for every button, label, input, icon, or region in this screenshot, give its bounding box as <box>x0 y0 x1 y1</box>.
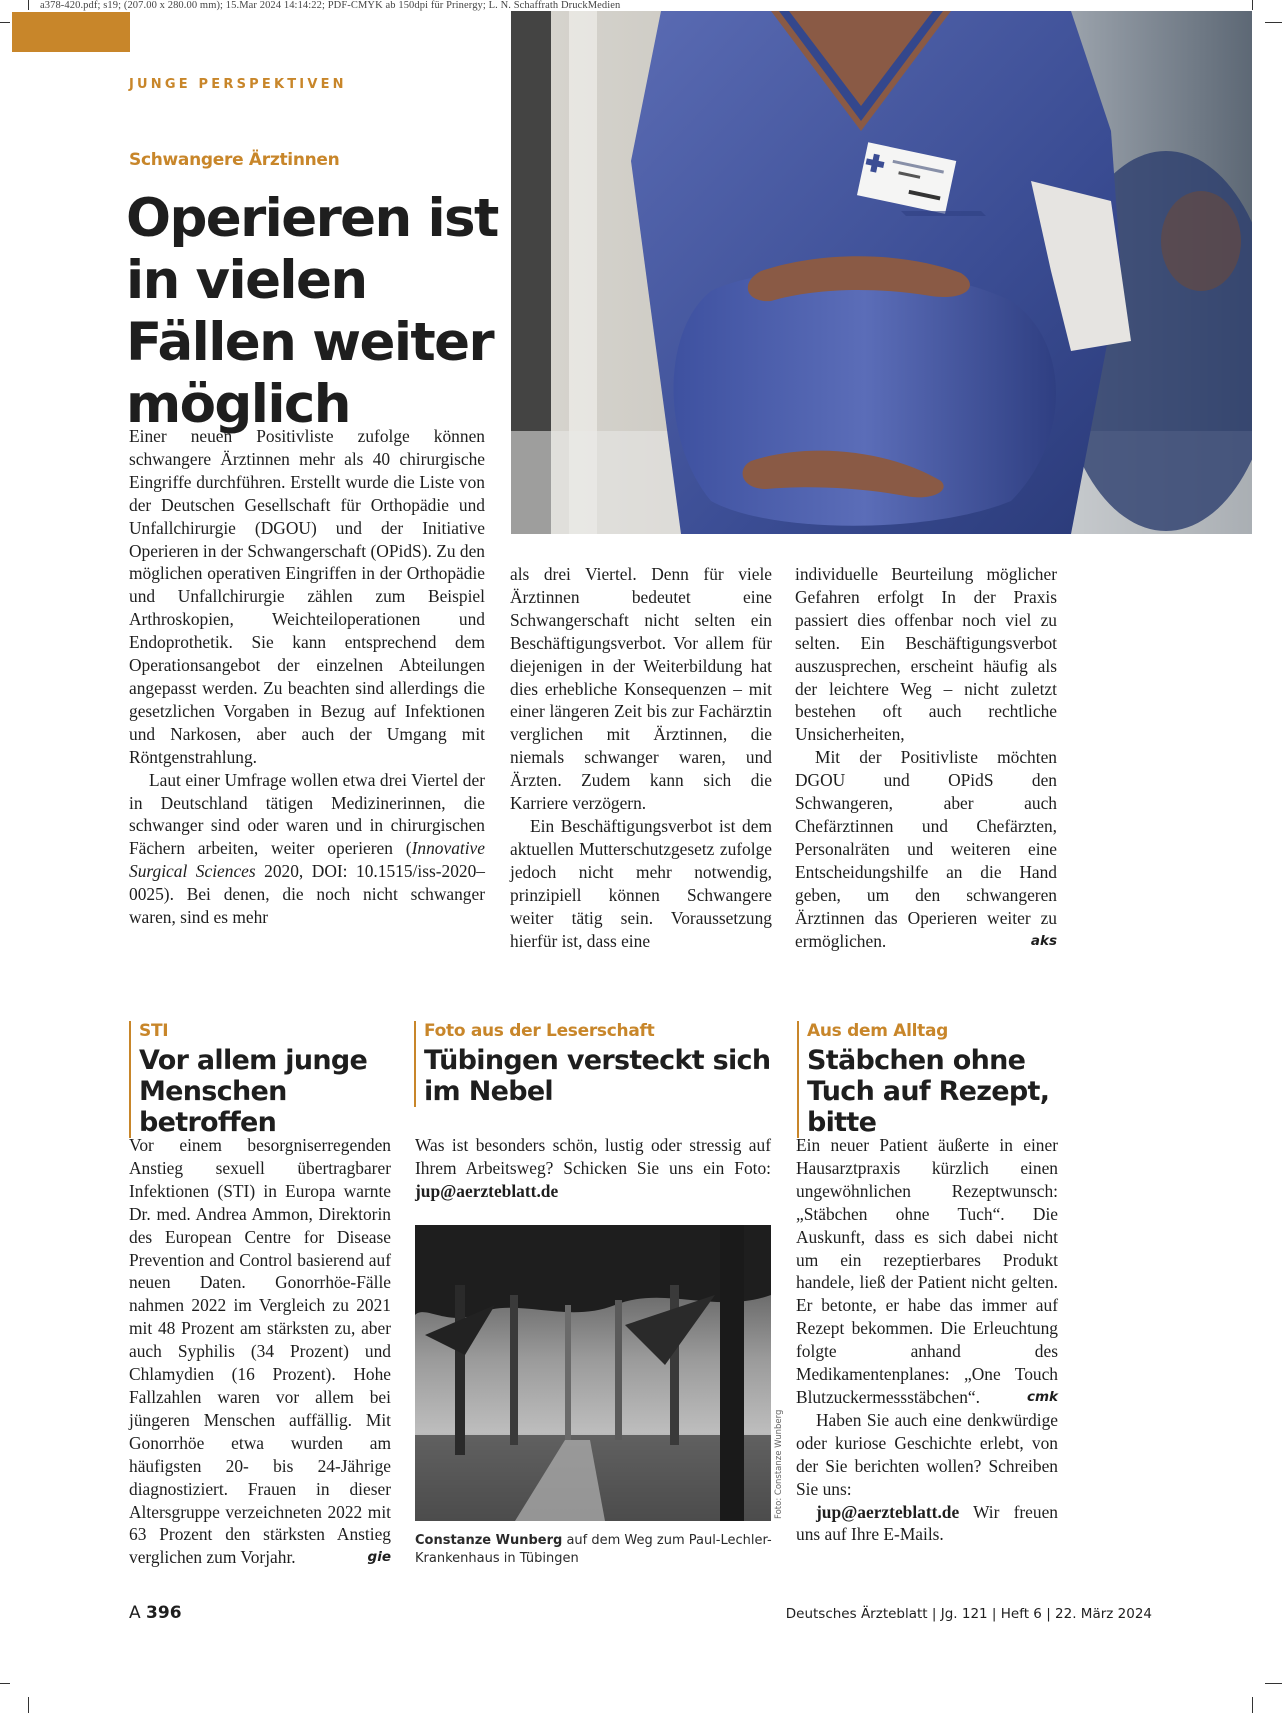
text-segment: Wir freuen uns auf Ihre E-Mails. <box>796 1501 1058 1545</box>
text-segment: Laut einer Umfrage wollen etwa drei Viertel der in Deutschland tätigen Medizinerinnen, die schwanger sind oder waren und in chirurgischen Fächern arbeiten, weiter operieren ( <box>129 769 485 859</box>
paragraph <box>415 1134 771 1203</box>
author-signature: cmk <box>1026 1388 1058 1405</box>
photo-caption <box>415 1532 775 1568</box>
paragraph <box>796 1501 1058 1547</box>
alltag-kicker: Aus dem Alltag <box>807 1021 949 1041</box>
author-signature: aks <box>1030 932 1057 949</box>
caption-name: Constanze Wunberg <box>415 1533 563 1548</box>
paragraph: Einer neuen Positivliste zufolge können schwangere Ärztinnen mehr als 40 chirurgische Eingriffe durchführen. Erstellt wurde die Liste von der Deutschen Gesellschaft für Orthopädie und Unfallchirurgie (DGOU) und der Initiative Operieren in der Schwangerschaft (OPidS). Zu den möglichen operativen Eingriffen in der Orthopädie und Unfallchirurgie zählen zum Beispiel Arthroskopien, Weichteiloperationen und Endoprothetik. Sie kann entsprechend dem Operationsangebot der einzelnen Abteilungen angepasst werden. Zu beachten sind allerdings die gesetzlichen Vorgaben in Bezug auf Infektionen und Narkosen, aber auch der Umgang mit Röntgenstrahlung. <box>129 426 485 767</box>
crop-mark <box>1265 1683 1282 1684</box>
email-link[interactable]: jup@aerzteblatt.de <box>816 1501 960 1522</box>
sti-header <box>129 1021 401 1138</box>
sti-title: Vor allem junge Menschen betroffen <box>139 1045 368 1138</box>
reader-photo-kicker: Foto aus der Leserschaft <box>424 1021 655 1041</box>
journal-info: Deutsches Ärzteblatt | Jg. 121 | Heft 6 | 22. März 2024 <box>785 1606 1152 1622</box>
paragraph <box>796 1134 1058 1409</box>
citation-journal: Innovative Surgical Sciences <box>129 838 485 882</box>
text-segment: Was ist besonders schön, lustig oder stressig auf Ihrem Arbeitsweg? Schicken Sie uns ein Foto: <box>415 1135 771 1178</box>
paragraph: Ein Beschäftigungsverbot ist dem aktuellen Mutterschutzgesetz zufolge jedoch nicht mehr notwendig, prinzipiell können Schwangere weiter tätig sein. Voraussetzung hierfür ist, dass eine <box>510 815 772 951</box>
article-headline: Operieren ist in vielen Fällen weiter möglich <box>126 188 498 435</box>
crop-mark <box>1252 1697 1253 1713</box>
page-prefix: A <box>129 1603 141 1623</box>
paragraph <box>129 1134 391 1569</box>
article-column-1 <box>129 425 485 929</box>
section-color-tab <box>12 12 130 52</box>
reader-photo-header <box>414 1021 774 1107</box>
sti-kicker: STI <box>139 1021 169 1041</box>
article-column-2 <box>510 563 772 952</box>
pregnant-doctor-illustration <box>511 11 1252 534</box>
text-segment: Ein neuer Patient äußerte in einer Hausarztpraxis kürzlich einen ungewöhnlichen Rezeptwunsch: „Stäbchen ohne Tuch“. Die Auskunft, dass es sich dabei nicht um ein rezeptierbares Produkt handele, ließ der Patient nicht gelten. Er betonte, er habe das immer auf Rezept bekommen. Die Erleuchtung folgte anhand des Medikamentenplanes: „One Touch Blutzuckermessstäbchen“. <box>796 1135 1058 1407</box>
text-segment: Mit der Positivliste möchten DGOU und OPidS den Schwangeren, aber auch Chefärztinnen und Chefärzten, Personalräten und weiteren eine Entscheidungshilfe an die Hand geben, um den schwangeren Ärztinnen das Operieren weiter zu ermöglichen. <box>795 747 1057 951</box>
crop-mark <box>1265 22 1282 23</box>
reader-photo-title: Tübingen versteckt sich im Nebel <box>424 1045 771 1107</box>
crop-mark <box>28 1697 29 1713</box>
paragraph <box>129 769 485 929</box>
paragraph <box>795 746 1057 952</box>
reader-photo-intro <box>415 1134 771 1203</box>
section-label: JUNGE PERSPEKTIVEN <box>129 77 347 92</box>
sti-body <box>129 1134 391 1569</box>
email-link[interactable]: jup@aerzteblatt.de <box>415 1180 559 1201</box>
crop-mark <box>0 22 10 23</box>
alltag-header <box>797 1021 1069 1138</box>
crop-mark <box>1252 0 1253 10</box>
print-info: a378-420.pdf; s19; (207.00 x 280.00 mm); 15.Mar 2024 14:14:22; PDF-CMYK ab 150dpi für Prinergy; L. N. Schaffrath DruckMedien <box>40 0 621 11</box>
page-number-value: 396 <box>146 1603 182 1623</box>
paragraph: als drei Viertel. Denn für viele Ärztinnen bedeutet eine Schwangerschaft nicht selten ein Beschäftigungsverbot. Vor allem für diejenigen in der Weiterbildung hat dies erhebliche Konsequenzen – mit einer längeren Zeit bis zur Fachärztin verglichen mit Ärztinnen, die niemals schwanger waren, und Ärzten. Zudem kann sich die Karriere verzögern. <box>510 564 772 814</box>
foggy-trees-illustration <box>415 1225 771 1521</box>
article-column-3 <box>795 563 1057 952</box>
crop-mark <box>28 0 29 10</box>
crop-mark <box>0 1683 10 1684</box>
alltag-body <box>796 1134 1058 1546</box>
author-signature: gie <box>367 1549 391 1566</box>
reader-photo-foggy-park <box>415 1225 771 1521</box>
photo-credit: Foto: Constanze Wunberg <box>774 1409 784 1519</box>
page-number <box>129 1603 182 1623</box>
caption-text: auf dem Weg zum Paul-Lechler-Krankenhaus in Tübingen <box>415 1533 772 1566</box>
paragraph: individuelle Beurteilung möglicher Gefahren erfolgt In der Praxis passiert dies offenbar noch viel zu selten. Ein Beschäftigungsverbot auszusprechen, erscheint häufig als der leichtere Weg – nicht zuletzt bestehen oft auch rechtliche Unsicherheiten, <box>795 564 1057 745</box>
article-photo-pregnant-doctor <box>511 11 1252 534</box>
text-segment: Vor einem besorgniserregenden Anstieg sexuell übertragbarer Infektionen (STI) in Europa warnte Dr. med. Andrea Ammon, Direktorin des European Centre for Disease Prevention and Control basierend auf neuen Daten. Gonorrhöe-Fälle nahmen 2022 im Vergleich zu 2021 mit 48 Prozent am stärksten zu, aber auch Syphilis (34 Prozent) und Chlamydien (16 Prozent). Hohe Fallzahlen waren vor allem bei jüngeren Menschen auffällig. Mit Gonorrhöe etwa wurden am häufigsten 20- bis 24-Jährige diagnostiziert. Frauen in dieser Altersgruppe verzeichneten 2022 mit 63 Prozent den stärksten Anstieg verglichen zum Vorjahr. <box>129 1135 391 1568</box>
article-kicker: Schwangere Ärztinnen <box>129 150 340 170</box>
alltag-title: Stäbchen ohne Tuch auf Rezept, bitte <box>807 1045 1050 1138</box>
paragraph: Haben Sie auch eine denkwürdige oder kuriose Geschichte erlebt, von der Sie berichten wollen? Schreiben Sie uns: <box>796 1409 1058 1499</box>
text-segment: 2020, DOI: 10.1515/iss-2020–0025). Bei denen, die noch nicht schwanger waren, sind es mehr <box>129 861 486 928</box>
